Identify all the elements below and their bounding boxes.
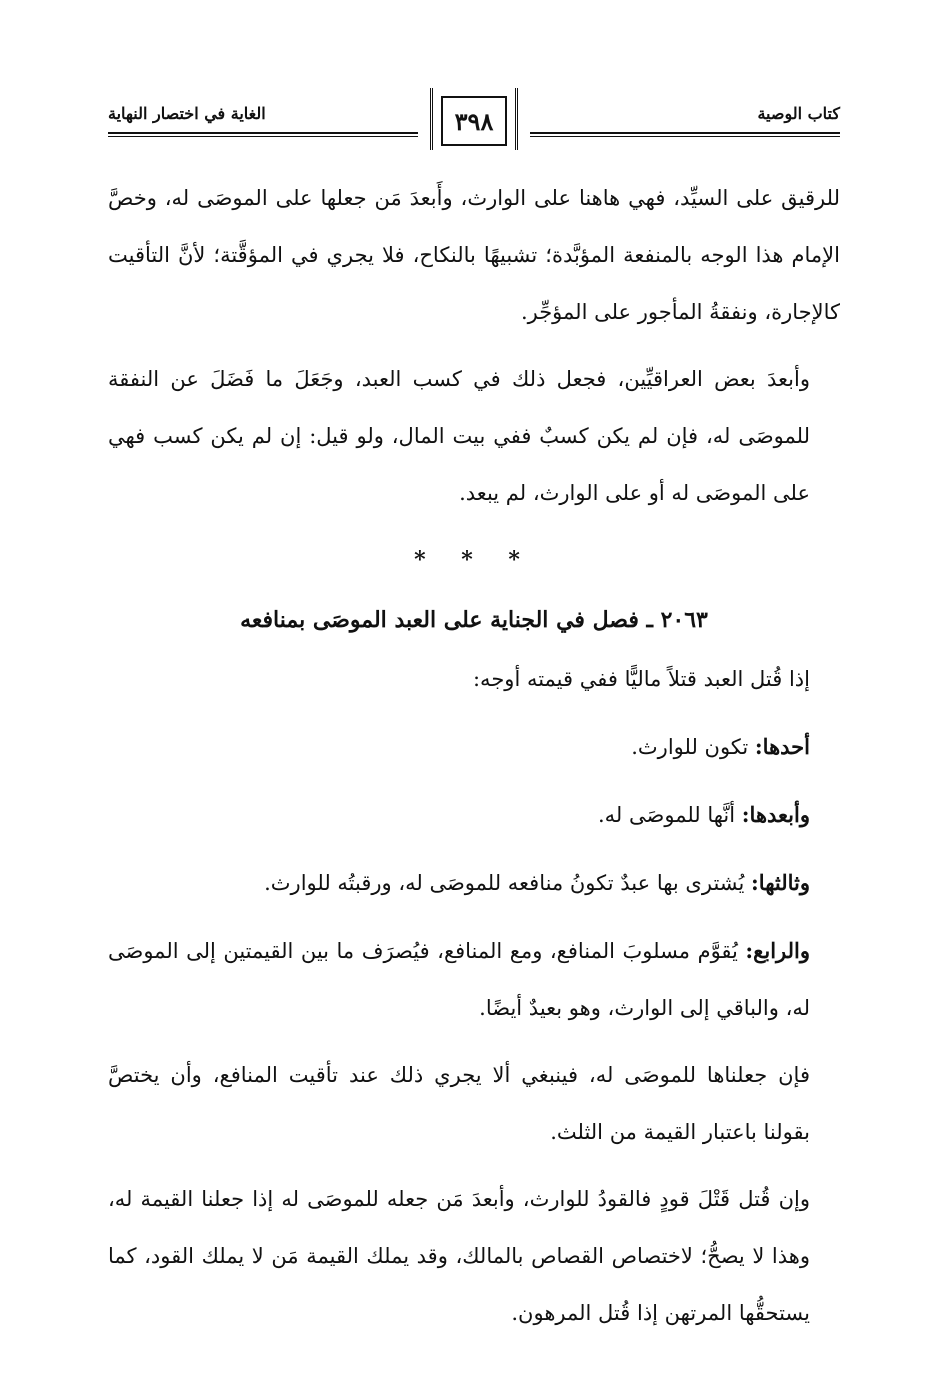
header-rule-left-thin — [108, 136, 418, 137]
option-2-text: أنَّها للموصَى له. — [598, 803, 742, 827]
header-book-section: كتاب الوصية — [757, 104, 840, 123]
header-rule-right-thin — [530, 136, 840, 137]
option-3-text: يُشترى بها عبدٌ تكونُ منافعه للموصَى له، ورقبتُه للوارث. — [264, 871, 752, 895]
section-separator: * * * — [414, 547, 534, 573]
page-number: ٣٩٨ — [441, 96, 507, 146]
running-header — [108, 88, 840, 150]
option-1-text: تكون للوارث. — [631, 735, 755, 759]
intro-paragraph: إذا قُتل العبد قتلاً ماليًّا ففي قيمته أوجه: — [472, 667, 810, 691]
header-rule-left — [108, 132, 418, 134]
option-4-label: والرابع: — [745, 938, 810, 963]
option-1 — [108, 718, 840, 776]
option-3-label: وثالثها: — [751, 870, 810, 895]
paragraph-1: للرقيق على السيِّد، فهي هاهنا على الوارث، وأَبعدَ مَن جعلها على الموصَى له، وخصَّ الإمام هذا الوجه بالمنفعة المؤبَّدة؛ تشبيهًا بالنكاح، فلا يجري في المؤقَّتة؛ لأنَّ التأقيت كالإجارة، ونفقةُ المأجور على المؤجِّر. — [108, 186, 840, 324]
option-4 — [108, 922, 840, 1037]
option-2-label: وأبعدها: — [741, 802, 810, 827]
page-body — [108, 170, 840, 1352]
option-3 — [108, 854, 840, 912]
header-rule-right — [530, 132, 840, 134]
option-1-label: أحدها: — [754, 734, 810, 759]
paragraph-3: فإن جعلناها للموصَى له، فينبغي ألا يجري ذلك عند تأقيت المنافع، وأن يختصَّ بقولنا باعتبار القيمة من الثلث. — [108, 1063, 810, 1144]
paragraph-2: وأبعدَ بعض العراقيِّين، فجعل ذلك في كسب العبد، وجَعَلَ ما فَضَلَ عن النفقة للموصَى له، فإن لم يكن كسبٌ ففي بيت المال، ولو قيل: إن لم يكن كسب فهي على الموصَى له أو على الوارث، لم يبعد. — [108, 367, 810, 505]
option-2 — [108, 786, 840, 844]
option-4-text: يُقوَّم مسلوبَ المنافع، ومع المنافع، فيُصرَف ما بين القيمتين إلى الموصَى له، والباقي إلى الوارث، وهو بعيدٌ أيضًا. — [108, 939, 810, 1020]
page-number-frame — [430, 88, 518, 150]
paragraph-4: وإن قُتل قَتْلَ قودٍ فالقودُ للوارث، وأبعدَ مَن جعله للموصَى له إذا جعلنا القيمة له، وهذا لا يصحُّ؛ لاختصاص القصاص بالمالك، وقد يملك القيمة مَن لا يملك القود، كما يستحقُّها المرتهن إذا قُتل المرهون. — [108, 1187, 810, 1325]
header-book-title: الغاية في اختصار النهاية — [108, 104, 266, 123]
section-heading: ٢٠٦٣ ـ فصل في الجناية على العبد الموصَى بمنافعه — [240, 607, 708, 633]
